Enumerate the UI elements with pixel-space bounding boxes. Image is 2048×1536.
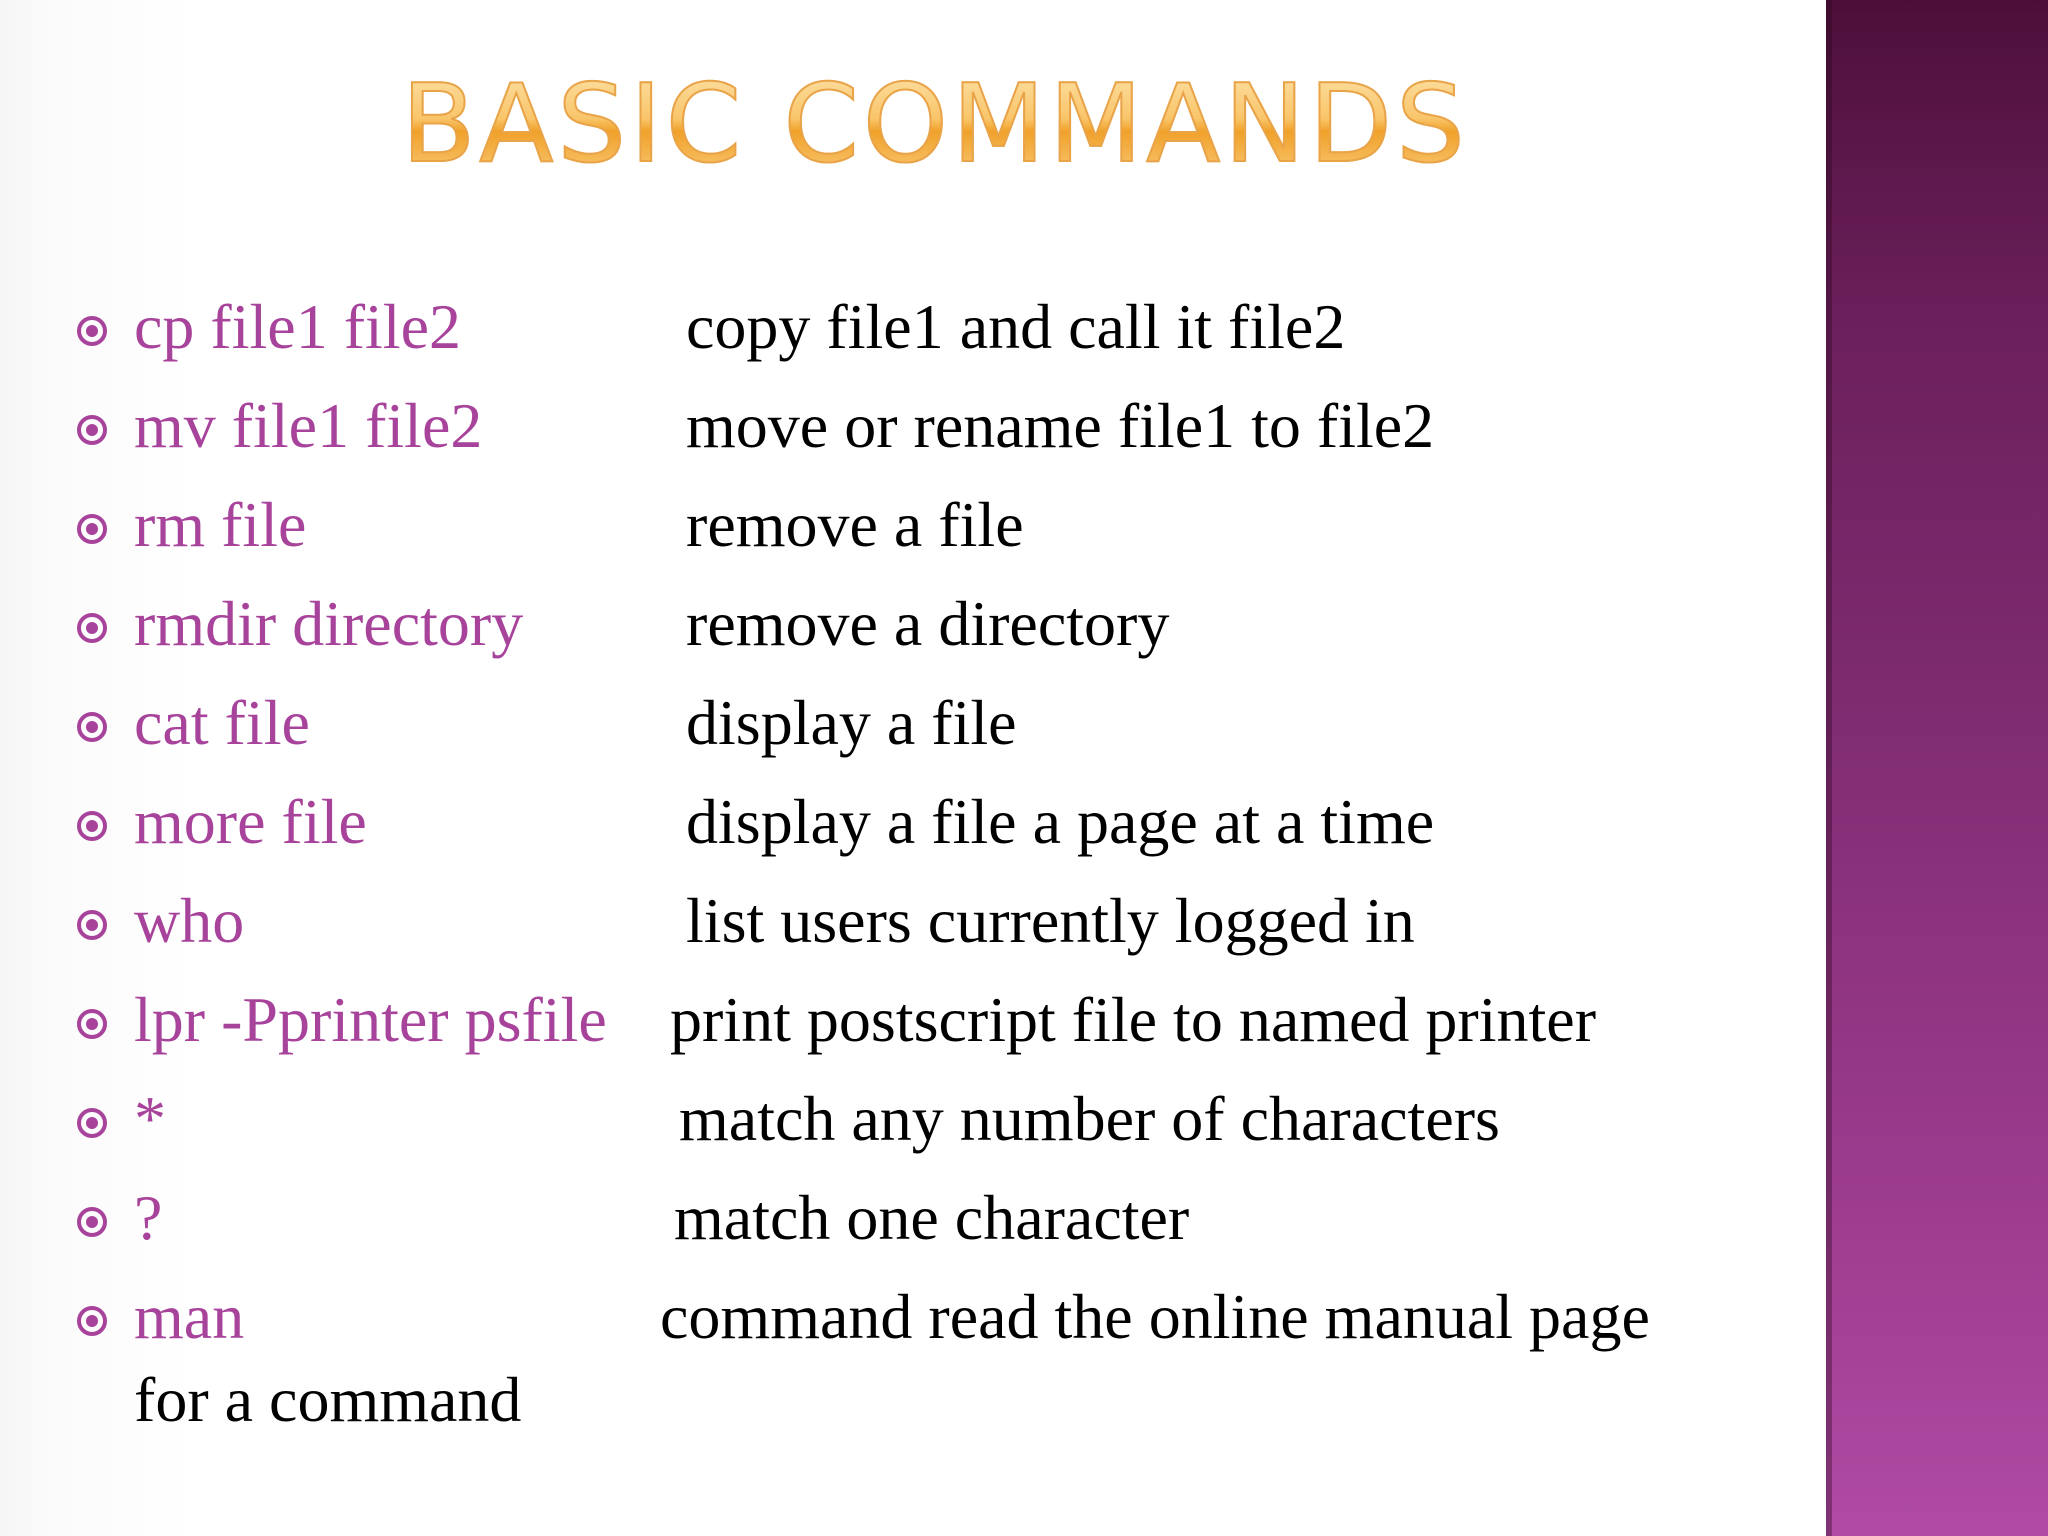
list-item [0,1272,1826,1362]
circled-dot-bullet-icon [76,414,108,446]
circled-dot-bullet-icon [76,1206,108,1238]
circled-dot-bullet-icon [76,315,108,347]
command-description: copy file1 and call it file2 [686,291,1346,362]
command-description: remove a directory [686,588,1170,659]
command-text: rm file [134,489,307,560]
command-description: display a file a page at a time [686,786,1435,857]
list-item [0,678,1826,768]
command-description: remove a file [686,489,1024,560]
command-text: cat file [134,687,310,758]
command-text: rmdir directory [134,588,524,659]
circled-dot-bullet-icon [76,909,108,941]
command-description: command read the online manual page [660,1281,1650,1352]
list-item [0,975,1826,1065]
list-item [0,579,1826,669]
command-text: man [134,1281,245,1352]
list-item [0,1074,1826,1164]
list-item [0,282,1826,372]
circled-dot-bullet-icon [76,513,108,545]
circled-dot-bullet-icon [76,711,108,743]
circled-dot-bullet-icon [76,1107,108,1139]
command-description: print postscript file to named printer [670,984,1596,1055]
command-text: who [134,885,245,956]
command-text: cp file1 file2 [134,291,461,362]
list-item [0,381,1826,471]
list-item [0,777,1826,867]
command-text: lpr -Pprinter psfile [134,984,607,1055]
command-description: match any number of characters [679,1083,1500,1154]
description-continuation: for a command [134,1364,522,1435]
decorative-side-band [1826,0,2048,1536]
slide-title: BASIC COMMANDS [0,60,1870,190]
command-text: more file [134,786,367,857]
circled-dot-bullet-icon [76,810,108,842]
circled-dot-bullet-icon [76,1008,108,1040]
command-text: ? [134,1182,163,1253]
list-item [0,480,1826,570]
command-description: list users currently logged in [686,885,1415,956]
command-description: display a file [686,687,1017,758]
command-description: match one character [674,1182,1190,1253]
list-item [0,1173,1826,1263]
circled-dot-bullet-icon [76,1305,108,1337]
circled-dot-bullet-icon [76,612,108,644]
command-description: move or rename file1 to file2 [686,390,1435,461]
list-item [0,876,1826,966]
command-text: * [134,1083,166,1154]
command-text: mv file1 file2 [134,390,483,461]
